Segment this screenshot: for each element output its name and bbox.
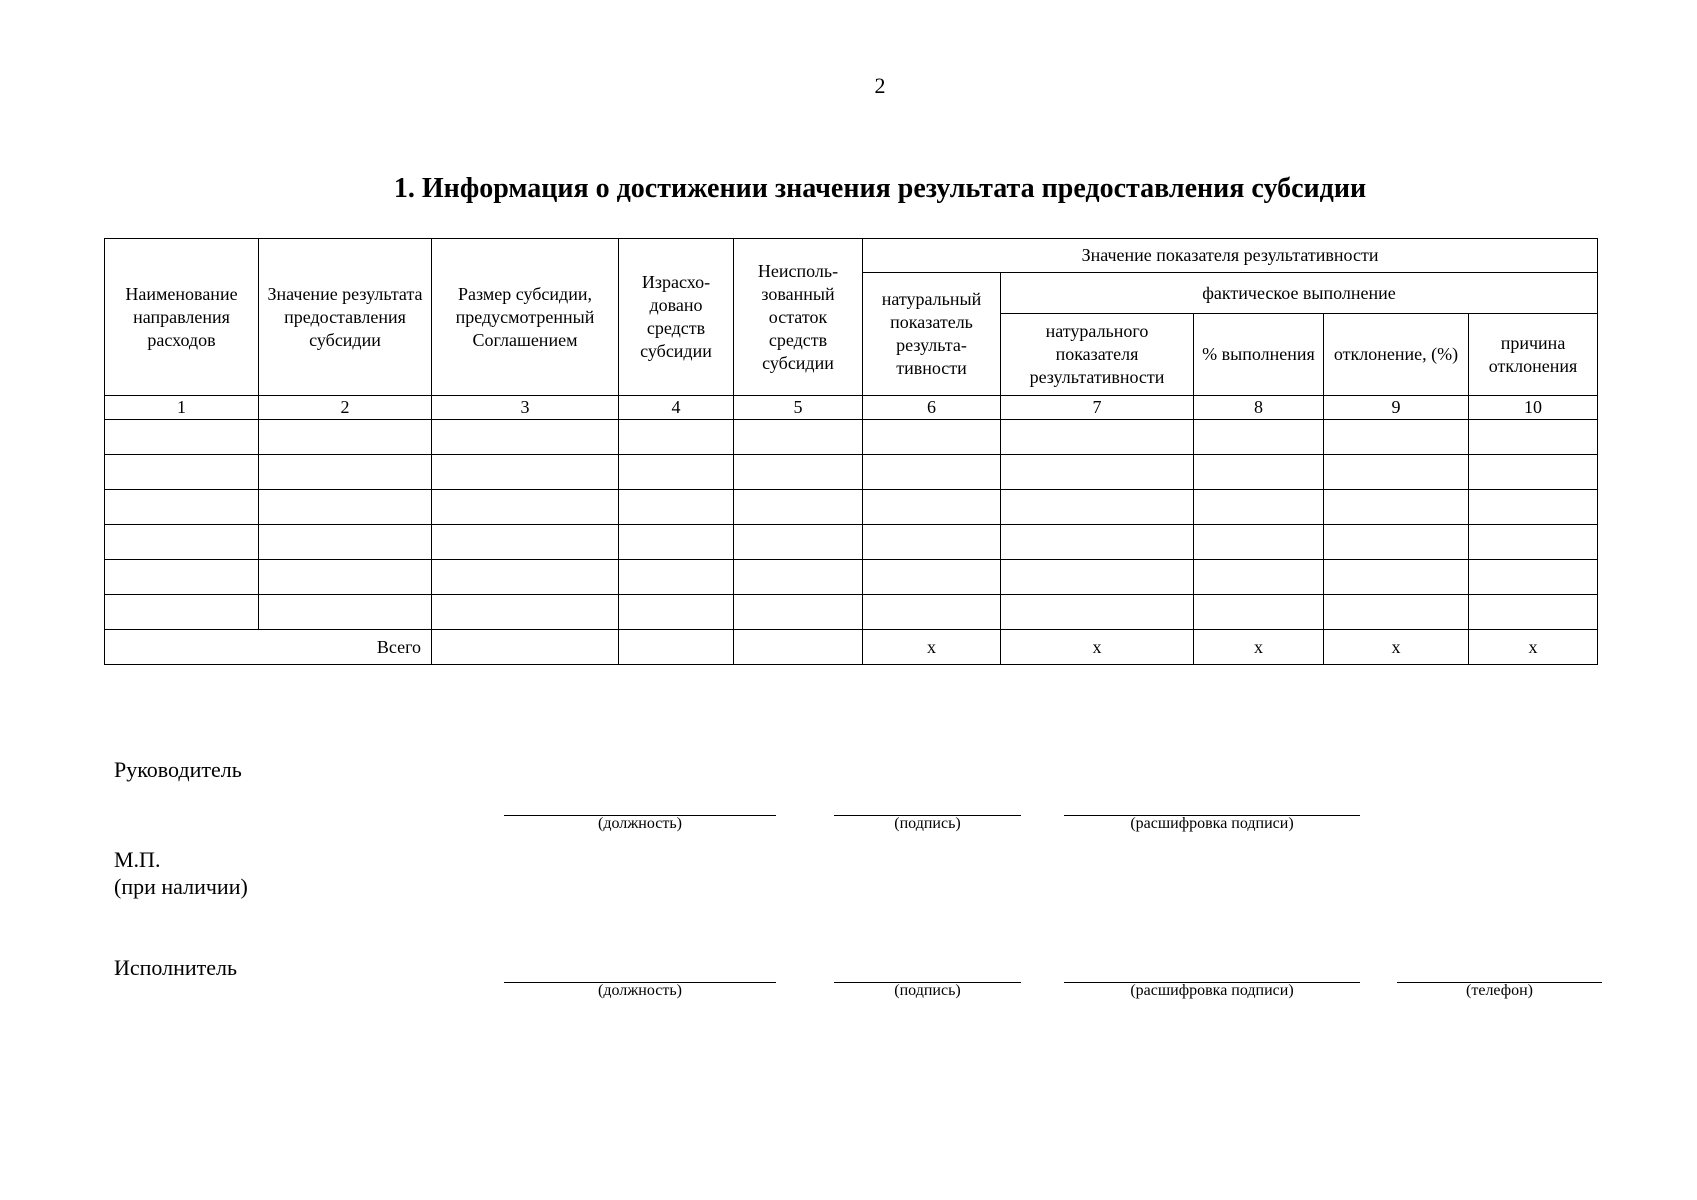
table-cell[interactable] [734,420,863,455]
table-cell[interactable] [1001,525,1194,560]
page-title: 1. Информация о достижении значения результата предоставления субсидии [393,173,1367,204]
table-cell[interactable] [1324,455,1469,490]
column-number: 6 [863,396,1001,420]
table-cell[interactable] [1001,455,1194,490]
table-cell[interactable] [619,420,734,455]
table-cell[interactable] [1324,525,1469,560]
table-cell[interactable] [259,455,432,490]
table-cell[interactable] [863,420,1001,455]
total-mark: x [1469,630,1598,665]
executor-phone-caption: (телефон) [1466,982,1533,999]
table-cell[interactable] [1324,490,1469,525]
table-cell[interactable] [1324,560,1469,595]
table-row [105,490,1598,525]
column-number: 8 [1194,396,1324,420]
table-cell[interactable] [619,630,734,665]
table-cell[interactable] [105,420,259,455]
total-mark: x [1001,630,1194,665]
header-result-value: Значение результата предоставления субсидии [259,239,432,396]
table-cell[interactable] [259,595,432,630]
table-cell[interactable] [734,525,863,560]
header-spent-funds: Израсхо-довано средств субсидии [619,239,734,396]
table-cell[interactable] [432,525,619,560]
table-cell[interactable] [432,455,619,490]
header-indicator-group: Значение показателя результативности [863,239,1598,273]
table-cell[interactable] [1469,455,1598,490]
column-number: 10 [1469,396,1598,420]
table-cell[interactable] [1469,490,1598,525]
table-cell[interactable] [1194,455,1324,490]
executor-decode-caption: (расшифровка подписи) [1130,982,1294,999]
total-row [105,630,1598,665]
table-cell[interactable] [619,490,734,525]
table-cell[interactable] [259,560,432,595]
table-cell[interactable] [105,560,259,595]
table-cell[interactable] [1469,560,1598,595]
total-mark: x [1324,630,1469,665]
header-unused-balance: Неисполь-зованный остаток средств субсидии [734,239,863,396]
total-mark: x [863,630,1001,665]
table-cell[interactable] [432,630,619,665]
table-row [105,525,1598,560]
table-cell[interactable] [259,525,432,560]
table-cell[interactable] [863,455,1001,490]
table-cell[interactable] [1194,525,1324,560]
table-cell[interactable] [1469,420,1598,455]
column-number: 4 [619,396,734,420]
table-cell[interactable] [1469,595,1598,630]
head-decode-caption: (расшифровка подписи) [1130,815,1294,832]
column-number: 7 [1001,396,1194,420]
table-cell[interactable] [863,595,1001,630]
page-number: 2 [874,73,886,98]
table-cell[interactable] [105,490,259,525]
table-cell[interactable] [619,560,734,595]
column-number: 5 [734,396,863,420]
executor-position-caption: (должность) [598,982,682,999]
table-cell[interactable] [432,490,619,525]
head-signature-caption: (подпись) [894,815,961,832]
table-row [105,595,1598,630]
column-number: 2 [259,396,432,420]
table-cell[interactable] [619,455,734,490]
table-cell[interactable] [105,525,259,560]
head-position-caption: (должность) [598,815,682,832]
header-natural-indicator: натуральный показатель результа-тивности [863,273,1001,396]
table-cell[interactable] [1324,420,1469,455]
table-cell[interactable] [863,490,1001,525]
table-cell[interactable] [619,595,734,630]
table-row [105,560,1598,595]
table-cell[interactable] [1001,420,1194,455]
table-cell[interactable] [734,560,863,595]
table-cell[interactable] [734,630,863,665]
header-expense-direction: Наименование направления расходов [105,239,259,396]
table-cell[interactable] [734,490,863,525]
column-number: 1 [105,396,259,420]
header-actual-natural: натурального показателя результативности [1001,314,1194,396]
table-cell[interactable] [432,595,619,630]
table-cell[interactable] [1001,560,1194,595]
header-subsidy-amount: Размер субсидии, предусмотренный Соглашением [432,239,619,396]
table-cell[interactable] [619,525,734,560]
table-cell[interactable] [1194,490,1324,525]
table-cell[interactable] [1194,420,1324,455]
column-number: 9 [1324,396,1469,420]
header-percent-done: % выполнения [1194,314,1324,396]
table-row [105,420,1598,455]
table-cell[interactable] [105,455,259,490]
table-cell[interactable] [259,490,432,525]
header-actual-group: фактическое выполнение [1001,273,1598,314]
table-cell[interactable] [863,560,1001,595]
total-label: Всего [105,630,432,665]
table-cell[interactable] [734,595,863,630]
table-cell[interactable] [1324,595,1469,630]
table-cell[interactable] [863,525,1001,560]
head-label: Руководитель [114,757,242,782]
table-cell[interactable] [105,595,259,630]
executor-label: Исполнитель [114,955,238,980]
column-number-row [105,396,1598,420]
table-cell[interactable] [734,455,863,490]
table-cell[interactable] [432,560,619,595]
table-cell[interactable] [1194,560,1324,595]
table-row [105,455,1598,490]
table-cell[interactable] [1001,595,1194,630]
column-number: 3 [432,396,619,420]
table-cell[interactable] [1194,595,1324,630]
table-cell[interactable] [1469,525,1598,560]
results-table [104,238,1598,665]
total-mark: x [1194,630,1324,665]
stamp-label: М.П. [114,847,161,872]
table-cell[interactable] [259,420,432,455]
table-cell[interactable] [432,420,619,455]
stamp-note: (при наличии) [114,874,248,899]
header-deviation-reason: причина отклонения [1469,314,1598,396]
executor-signature-caption: (подпись) [894,982,961,999]
header-deviation: отклонение, (%) [1324,314,1469,396]
table-cell[interactable] [1001,490,1194,525]
